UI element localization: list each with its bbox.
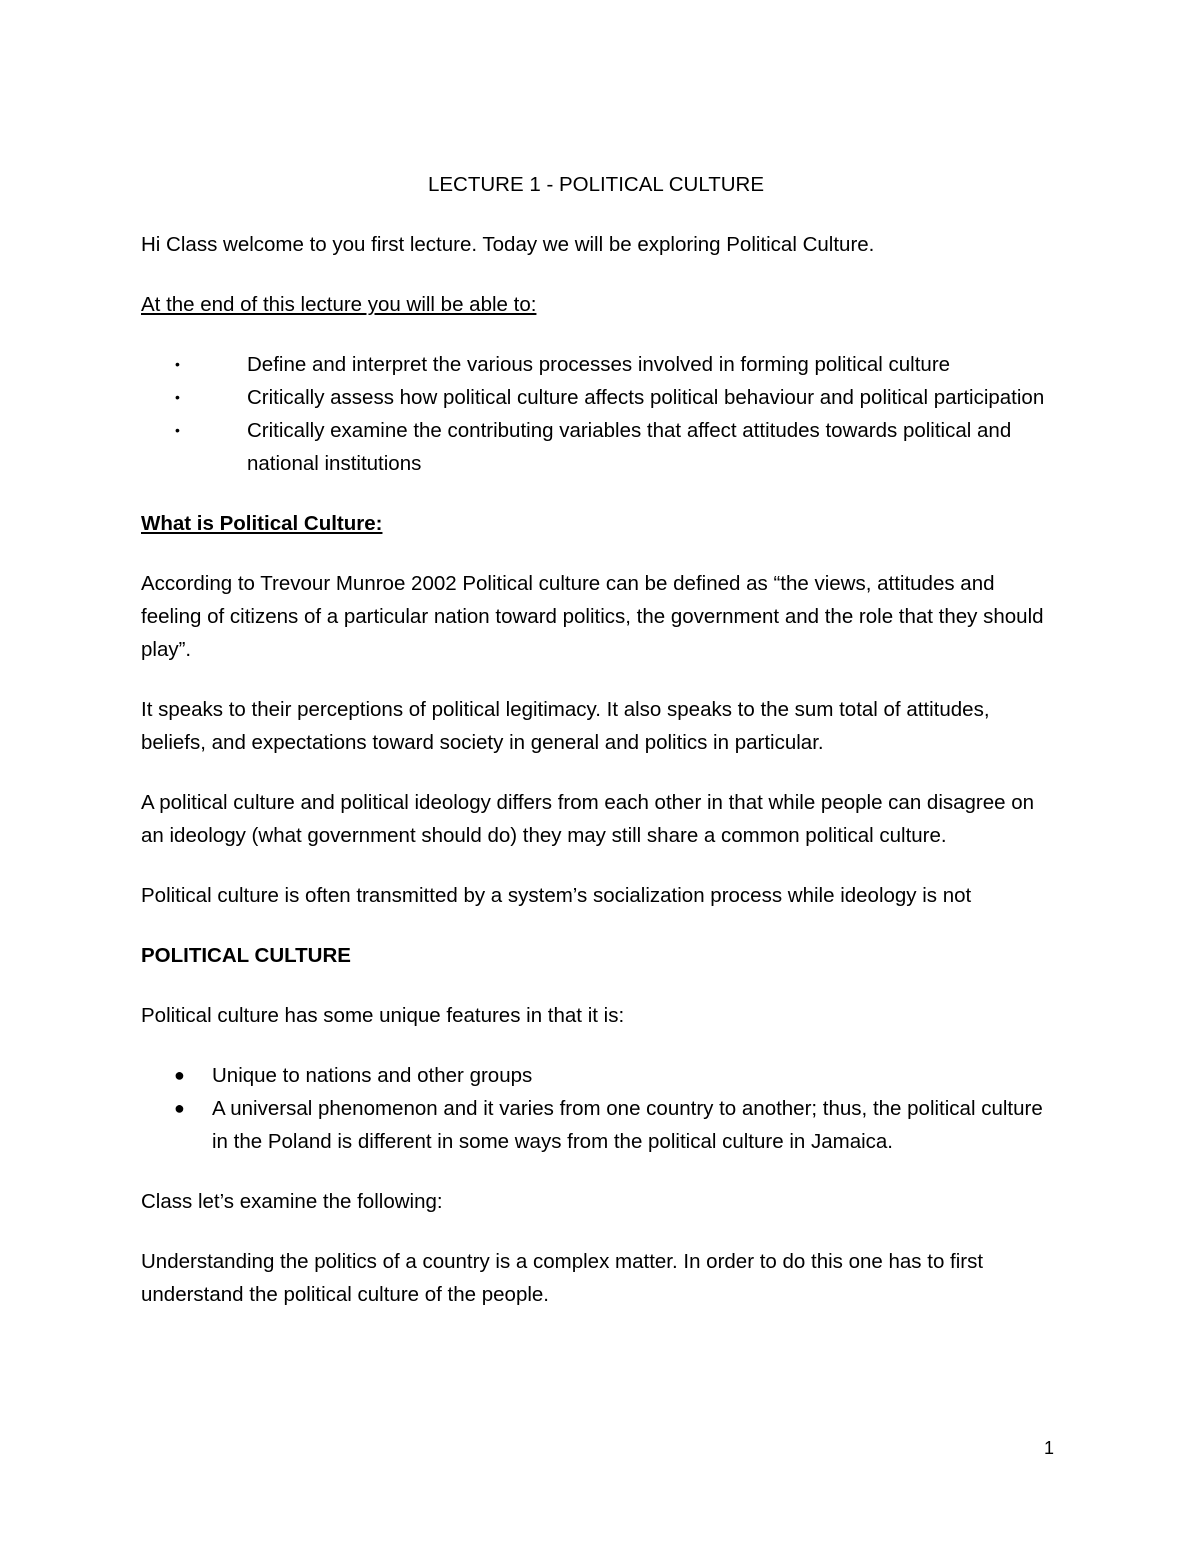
section-heading-what-is: What is Political Culture: <box>141 512 383 535</box>
objectives-heading: At the end of this lecture you will be able to: <box>141 293 537 316</box>
definition-paragraph: According to Trevour Munroe 2002 Political culture can be defined as “the views, attitudes and feeling of citizens of a particular nation toward politics, the government and the role that they should play”. <box>141 572 1044 661</box>
socialization-paragraph: Political culture is often transmitted by a system’s socialization process while ideology is not <box>141 884 972 907</box>
legitimacy-paragraph: It speaks to their perceptions of political legitimacy. It also speaks to the sum total of attitudes, beliefs, and expectations toward society in general and politics in particular. <box>141 698 990 754</box>
bullet-icon: • <box>175 356 180 372</box>
examine-paragraph: Class let’s examine the following: <box>141 1190 443 1213</box>
bullet-icon: • <box>175 389 180 405</box>
lecture-title: LECTURE 1 - POLITICAL CULTURE <box>427 173 765 196</box>
feature-text: A universal phenomenon and it varies from one country to another; thus, the political culture in the Poland is different in some ways from the political culture in Jamaica. <box>212 1097 1043 1153</box>
objective-text: Critically assess how political culture affects political behaviour and political participation <box>247 386 1045 409</box>
features-intro: Political culture has some unique features in that it is: <box>141 1004 625 1027</box>
ideology-paragraph: A political culture and political ideology differs from each other in that while people can disagree on an ideology (what government should do) they may still share a common political culture. <box>141 791 1035 847</box>
list-item <box>141 1059 1051 1092</box>
page-number: 1 <box>1044 1438 1055 1458</box>
list-item <box>141 1092 1051 1158</box>
objective-text: Critically examine the contributing variables that affect attitudes towards political and national institutions <box>247 419 1012 475</box>
bullet-icon: ● <box>174 1098 185 1118</box>
objective-text: Define and interpret the various processes involved in forming political culture <box>247 353 951 376</box>
page-content <box>141 168 1051 1338</box>
bullet-icon: • <box>175 422 180 438</box>
intro-paragraph: Hi Class welcome to you first lecture. Today we will be exploring Political Culture. <box>141 233 875 256</box>
understanding-paragraph: Understanding the politics of a country is a complex matter. In order to do this one has to first understand the political culture of the people. <box>141 1250 984 1306</box>
section-heading-political-culture: POLITICAL CULTURE <box>141 944 351 967</box>
list-item <box>141 414 1051 480</box>
features-list <box>141 1059 1051 1158</box>
list-item <box>141 381 1051 414</box>
feature-text: Unique to nations and other groups <box>212 1064 533 1087</box>
list-item <box>141 348 1051 381</box>
objectives-list <box>141 348 1051 480</box>
bullet-icon: ● <box>174 1065 185 1085</box>
